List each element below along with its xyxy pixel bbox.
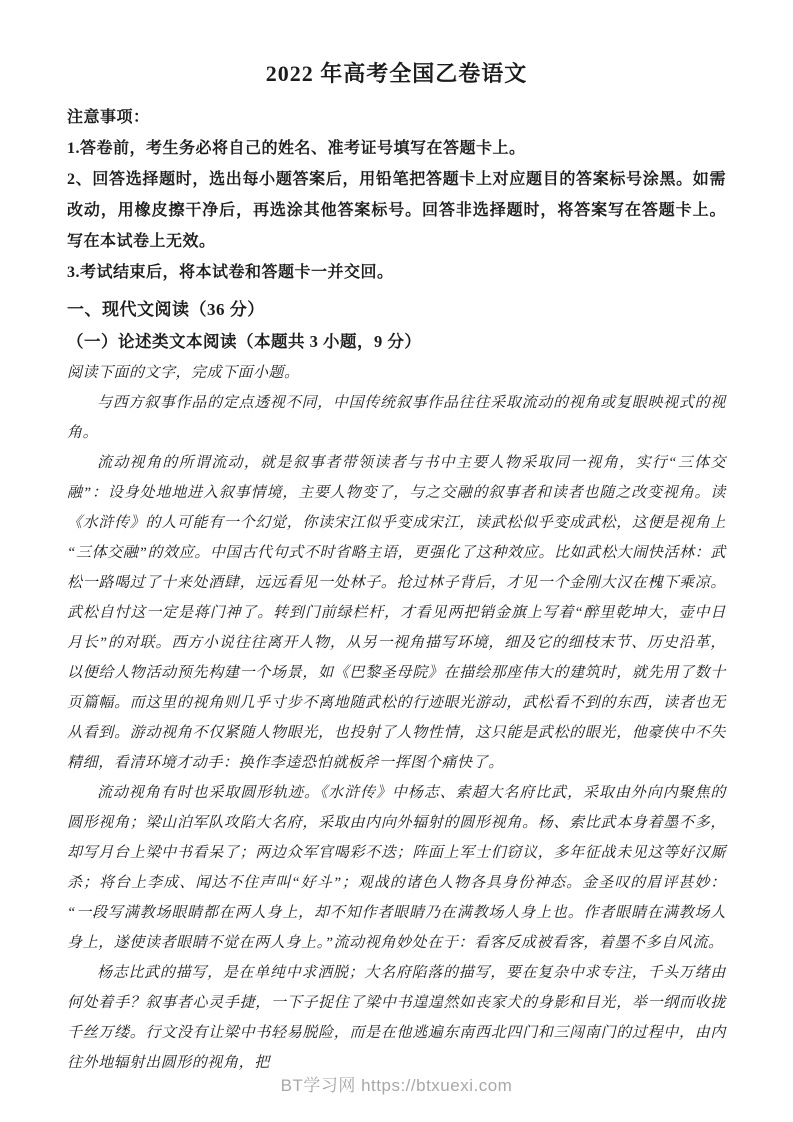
page-footer bbox=[0, 1071, 793, 1096]
notice-item-3: 3.考试结束后，将本试卷和答题卡一并交回。 bbox=[67, 264, 394, 281]
passage-paragraph-3: 流动视角有时也采取圆形轨迹。《水浒传》中杨志、索超大名府比武，采取由外向内聚焦的圆形视角；梁山泊军队攻陷大名府，采取由内向外辐射的圆形视角。杨、索比武本身着墨不多，却写月台上梁中书看呆了；两边众军官喝彩不迭；阵面上军士们窃议，多年征战未见这等好汉厮杀；将台上李成、闻达不住声叫“好斗”；观战的诸色人物各具身份神态。金圣叹的眉评甚妙：“一段写满教场眼睛都在两人身上，却不知作者眼睛乃在满教场人身上也。作者眼睛在满教场人身上，遂使读者眼睛不觉在两人身上。”流动视角妙处在于：看客反成被看客，着墨不多自风流。 bbox=[67, 785, 726, 951]
section-heading-modern-text-reading: 一、现代文阅读（36 分） bbox=[67, 300, 265, 319]
reading-instruction: 阅读下面的文字，完成下面小题。 bbox=[67, 365, 300, 381]
footer-watermark-link[interactable]: BT学习网 https://btxuexi.com bbox=[280, 1076, 513, 1095]
passage-paragraph-4: 杨志比武的描写，是在单纯中求洒脱；大名府陷落的描写，要在复杂中求专注，千头万绪由何处着手？叙事者心灵手捷，一下子捉住了梁中书遑遑然如丧家犬的身影和目光，举一纲而收拢千丝万缕。行文没有让梁中书轻易脱险，而是在他逃遍东南西北四门和三闯南门的过程中，由内往外地辐射出圆形的视角，把 bbox=[67, 965, 726, 1071]
page-title: 2022 年高考全国乙卷语文 bbox=[265, 61, 528, 86]
passage-paragraph-1: 与西方叙事作品的定点透视不同，中国传统叙事作品往往采取流动的视角或复眼映视式的视角。 bbox=[67, 395, 726, 441]
passage-paragraph-2: 流动视角的所谓流动，就是叙事者带领读者与书中主要人物采取同一视角，实行“三体交融”：设身处地地进入叙事情境，主要人物变了，与之交融的叙事者和读者也随之改变视角。读《水浒传》的人可能有一个幻觉，你读宋江似乎变成宋江，读武松似乎变成武松，这便是视角上“三体交融”的效应。中国古代句式不时省略主语，更强化了这种效应。比如武松大闹快活林：武松一路喝过了十来处酒肆，远远看见一处林子。抢过林子背后，才见一个金刚大汉在槐下乘凉。武松自忖这一定是蒋门神了。转到门前绿栏杆，才看见两把销金旗上写着“醉里乾坤大，壶中日月长”的对联。西方小说往往离开人物，从另一视角描写环境，细及它的细枝末节、历史沿革，以便给人物活动预先构建一个场景，如《巴黎圣母院》在描绘那座伟大的建筑时，就先用了数十页篇幅。而这里的视角则几乎寸步不离地随武松的行迹眼光游动，武松看不到的东西，读者也无从看到。游动视角不仅紧随人物眼光，也投射了人物性情，这只能是武松的眼光，他豪侠中不失精细，看清环境才动手：换作李逵恐怕就板斧一挥图个痛快了。 bbox=[67, 455, 726, 771]
notices-section bbox=[67, 102, 726, 288]
notice-item-2: 2、回答选择题时，选出每小题答案后，用铅笔把答题卡上对应题目的答案标号涂黑。如需改动，用橡皮擦干净后，再选涂其他答案标号。回答非选择题时，将答案写在答题卡上。写在本试卷上无效。 bbox=[67, 171, 726, 250]
subsection-heading-argumentative-text: （一）论述类文本阅读（本题共 3 小题，9 分） bbox=[67, 332, 422, 351]
notices-heading: 注意事项： bbox=[67, 109, 150, 126]
notice-item-1: 1.答卷前，考生务必将自己的姓名、准考证号填写在答题卡上。 bbox=[67, 140, 526, 157]
reading-passage bbox=[67, 388, 726, 1078]
